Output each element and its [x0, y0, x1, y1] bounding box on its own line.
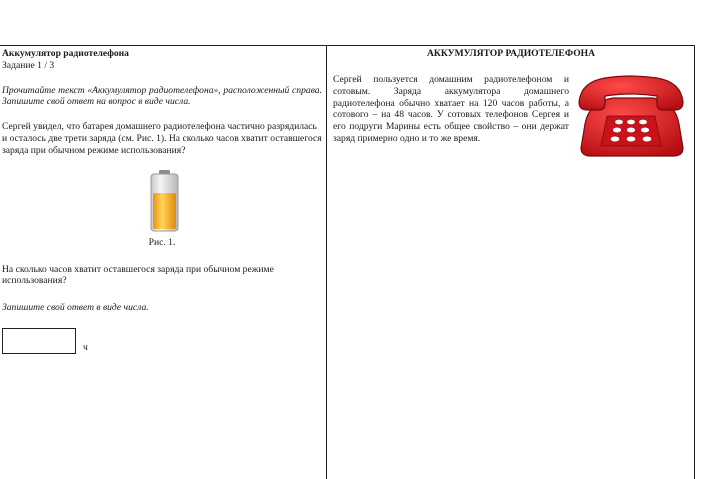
- figure-1: [2, 165, 322, 250]
- task-question: На сколько часов хватит оставшегося заряда при обычном режиме использования?: [2, 263, 274, 287]
- task-counter: Задание 1 / 3: [2, 59, 55, 71]
- battery-charge-fill: [153, 193, 176, 229]
- battery-icon: [148, 169, 181, 233]
- figure-caption: Рис. 1.: [148, 236, 176, 248]
- task-situation: Сергей увидел, что батарея домашнего радиотелефона частично разрядилась и осталось две трети заряда (см. Рис. 1). На сколько часов хватит оставшегося заряда при обычном режиме использования?: [2, 121, 322, 156]
- column-divider: [326, 45, 327, 479]
- task-panel: [2, 48, 322, 360]
- text-heading: АККУМУЛЯТОР РАДИОТЕЛЕФОНА: [426, 48, 596, 59]
- answer-row: [2, 328, 322, 360]
- answer-unit: ч: [83, 341, 88, 353]
- text-body: Сергей пользуется домашним радиотелефоном и сотовым. Заряда аккумулятора домашнего радиотелефона обычно хватает на 120 часов работы, а сотового – на 48 часов. У сотовых телефонов Сергея и его подруги Марины есть общее свойство – они держат заряд примерно одно и то же время.: [333, 74, 569, 144]
- telephone-icon: [575, 72, 687, 160]
- task-instruction: Прочитайте текст «Аккумулятор радиотелефона», расположенный справа. Запишите свой ответ на вопрос в виде числа.: [2, 84, 322, 108]
- answer-input[interactable]: [2, 328, 76, 354]
- task-title: Аккумулятор радиотелефона: [2, 48, 129, 59]
- answer-hint: Запишите свой ответ в виде числа.: [2, 302, 149, 314]
